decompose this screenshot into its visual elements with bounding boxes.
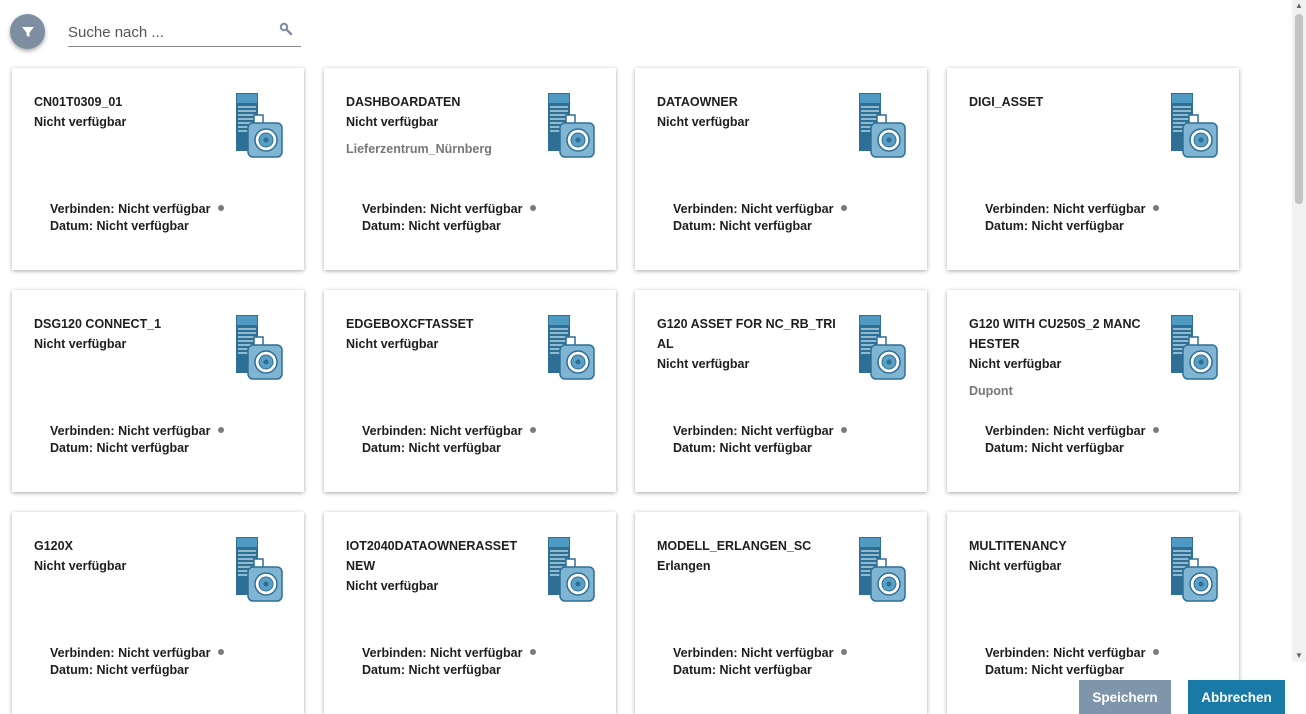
- asset-status: Erlangen: [657, 559, 711, 573]
- asset-name-text: IOT2040DATAOWNERASSETNEW: [346, 539, 518, 573]
- asset-meta: [985, 201, 1159, 235]
- scroll-down-icon[interactable]: ▼: [1295, 651, 1303, 660]
- asset-card[interactable]: [947, 290, 1239, 492]
- asset-name: [969, 314, 1149, 401]
- asset-name-text: G120 ASSET FOR NC_RB_TRIAL: [657, 317, 836, 351]
- asset-meta: [362, 423, 536, 457]
- asset-meta: [362, 645, 536, 679]
- status-dot-icon: [1153, 205, 1159, 211]
- drive-asset-icon: [1171, 537, 1219, 608]
- connection-status: Verbinden: Nicht verfügbar: [985, 202, 1146, 216]
- asset-meta: [985, 423, 1159, 457]
- asset-name: [34, 536, 214, 583]
- asset-card[interactable]: [635, 512, 927, 714]
- drive-asset-icon: [236, 93, 284, 164]
- status-dot-icon: [218, 649, 224, 655]
- asset-name: [657, 314, 837, 381]
- asset-name-text: DATAOWNER: [657, 95, 738, 109]
- search-box: [68, 18, 301, 47]
- status-dot-icon: [218, 205, 224, 211]
- drive-asset-icon: [1171, 93, 1219, 164]
- asset-meta: [50, 201, 224, 235]
- asset-status: Nicht verfügbar: [34, 115, 127, 129]
- asset-date: Datum: Nicht verfügbar: [673, 219, 812, 233]
- status-dot-icon: [530, 649, 536, 655]
- asset-status: Nicht verfügbar: [657, 115, 750, 129]
- status-dot-icon: [841, 205, 847, 211]
- connection-status: Verbinden: Nicht verfügbar: [985, 646, 1146, 660]
- search-input[interactable]: [68, 20, 268, 44]
- status-dot-icon: [841, 649, 847, 655]
- asset-status: Nicht verfügbar: [969, 357, 1062, 371]
- asset-card[interactable]: [324, 512, 616, 714]
- asset-status: Nicht verfügbar: [346, 337, 439, 351]
- asset-location: Lieferzentrum_Nürnberg: [346, 142, 492, 156]
- status-dot-icon: [841, 427, 847, 433]
- connection-status: Verbinden: Nicht verfügbar: [362, 646, 523, 660]
- asset-meta: [50, 645, 224, 679]
- asset-name: [969, 92, 1149, 119]
- status-dot-icon: [218, 427, 224, 433]
- asset-card[interactable]: [324, 68, 616, 270]
- asset-status: Nicht verfügbar: [346, 115, 439, 129]
- asset-grid-viewport: [0, 60, 1292, 677]
- status-dot-icon: [530, 427, 536, 433]
- asset-date: Datum: Nicht verfügbar: [985, 441, 1124, 455]
- drive-asset-icon: [548, 315, 596, 386]
- asset-meta: [673, 201, 847, 235]
- connection-status: Verbinden: Nicht verfügbar: [50, 646, 211, 660]
- asset-date: Datum: Nicht verfügbar: [985, 219, 1124, 233]
- connection-status: Verbinden: Nicht verfügbar: [673, 424, 834, 438]
- scroll-up-icon[interactable]: ▲: [1295, 1, 1303, 10]
- drive-asset-icon: [1171, 315, 1219, 386]
- asset-meta: [673, 645, 847, 679]
- connection-status: Verbinden: Nicht verfügbar: [50, 202, 211, 216]
- drive-asset-icon: [548, 537, 596, 608]
- asset-date: Datum: Nicht verfügbar: [362, 441, 501, 455]
- asset-name: [657, 536, 837, 583]
- asset-date: Datum: Nicht verfügbar: [985, 663, 1124, 677]
- asset-date: Datum: Nicht verfügbar: [362, 663, 501, 677]
- asset-card[interactable]: [12, 68, 304, 270]
- status-dot-icon: [530, 205, 536, 211]
- status-dot-icon: [1153, 427, 1159, 433]
- asset-name-text: DIGI_ASSET: [969, 95, 1044, 109]
- asset-name-text: CN01T0309_01: [34, 95, 123, 109]
- asset-name-text: G120 WITH CU250S_2 MANCHESTER: [969, 317, 1141, 351]
- asset-meta: [985, 645, 1159, 679]
- drive-asset-icon: [548, 93, 596, 164]
- asset-name: [346, 92, 526, 159]
- connection-status: Verbinden: Nicht verfügbar: [673, 202, 834, 216]
- asset-card[interactable]: [324, 290, 616, 492]
- connection-status: Verbinden: Nicht verfügbar: [673, 646, 834, 660]
- drive-asset-icon: [236, 537, 284, 608]
- drive-asset-icon: [859, 315, 907, 386]
- asset-name: [346, 314, 526, 361]
- asset-card[interactable]: [12, 512, 304, 714]
- asset-name-text: EDGEBOXCFTASSET: [346, 317, 474, 331]
- cancel-button[interactable]: Abbrechen: [1188, 680, 1285, 714]
- asset-name-text: DSG120 CONNECT_1: [34, 317, 162, 331]
- connection-status: Verbinden: Nicht verfügbar: [985, 424, 1146, 438]
- asset-date: Datum: Nicht verfügbar: [673, 441, 812, 455]
- drive-asset-icon: [859, 537, 907, 608]
- search-icon[interactable]: [279, 22, 293, 36]
- save-button[interactable]: Speichern: [1079, 680, 1171, 714]
- asset-card[interactable]: [635, 290, 927, 492]
- asset-status: Nicht verfügbar: [346, 579, 439, 593]
- asset-status: Nicht verfügbar: [34, 337, 127, 351]
- asset-name: [34, 314, 214, 361]
- asset-location: Dupont: [969, 384, 1013, 398]
- asset-card[interactable]: [12, 290, 304, 492]
- asset-date: Datum: Nicht verfügbar: [50, 441, 189, 455]
- asset-meta: [673, 423, 847, 457]
- asset-name: [969, 536, 1149, 583]
- asset-date: Datum: Nicht verfügbar: [673, 663, 812, 677]
- asset-date: Datum: Nicht verfügbar: [50, 219, 189, 233]
- connection-status: Verbinden: Nicht verfügbar: [362, 202, 523, 216]
- scrollbar-thumb[interactable]: [1295, 14, 1303, 204]
- drive-asset-icon: [236, 315, 284, 386]
- asset-name-text: G120X: [34, 539, 73, 553]
- connection-status: Verbinden: Nicht verfügbar: [362, 424, 523, 438]
- filter-icon: [21, 25, 35, 39]
- asset-status: Nicht verfügbar: [969, 559, 1062, 573]
- asset-card[interactable]: [635, 68, 927, 270]
- asset-meta: [50, 423, 224, 457]
- asset-name: [346, 536, 526, 603]
- connection-status: Verbinden: Nicht verfügbar: [50, 424, 211, 438]
- asset-name-text: DASHBOARDATEN: [346, 95, 461, 109]
- asset-name-text: MODELL_ERLANGEN_SC: [657, 539, 812, 553]
- asset-status: Nicht verfügbar: [34, 559, 127, 573]
- asset-card[interactable]: [947, 68, 1239, 270]
- asset-meta: [362, 201, 536, 235]
- asset-date: Datum: Nicht verfügbar: [50, 663, 189, 677]
- drive-asset-icon: [859, 93, 907, 164]
- asset-name-text: MULTITENANCY: [969, 539, 1067, 553]
- filter-button[interactable]: [10, 14, 45, 49]
- asset-status: Nicht verfügbar: [657, 357, 750, 371]
- asset-name: [657, 92, 837, 139]
- status-dot-icon: [1153, 649, 1159, 655]
- scrollbar[interactable]: [1292, 0, 1306, 662]
- asset-date: Datum: Nicht verfügbar: [362, 219, 501, 233]
- asset-name: [34, 92, 214, 139]
